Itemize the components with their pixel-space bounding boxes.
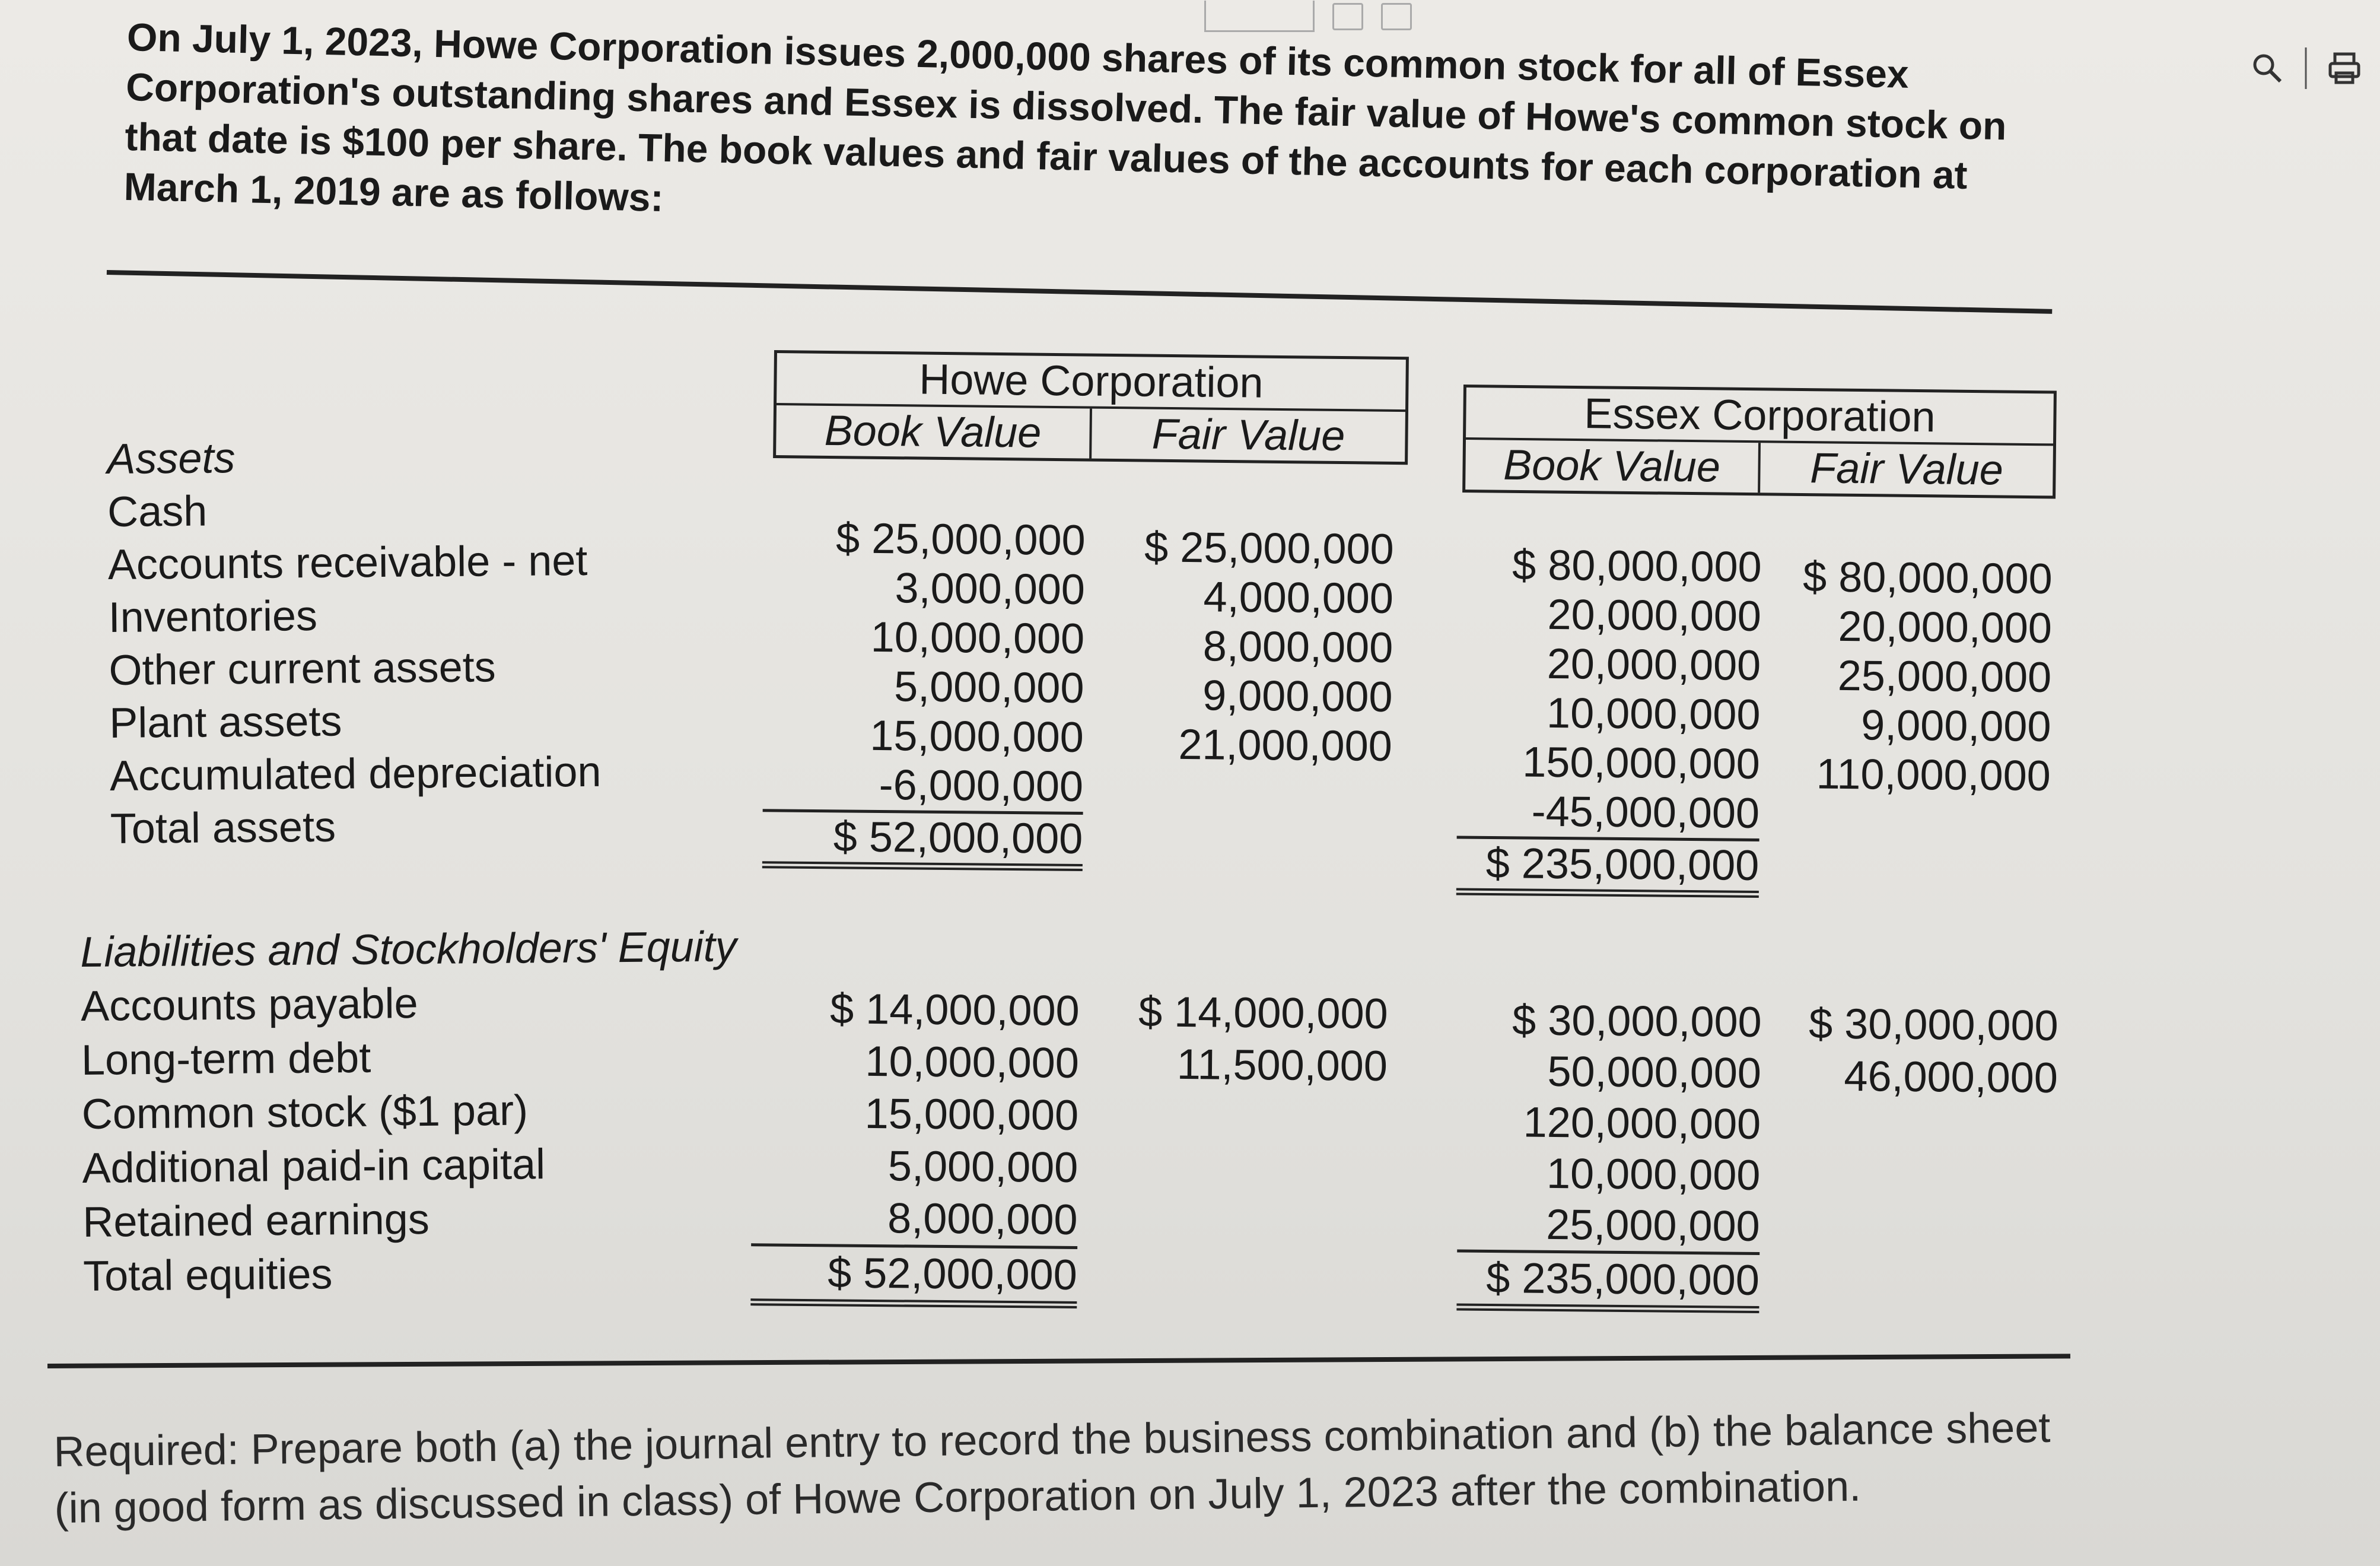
row-label: Long-term debt [81, 1034, 371, 1084]
howe-name: Howe Corporation [777, 353, 1406, 412]
value-cell: 4,000,000 [1203, 573, 1394, 622]
total-cell: $ 52,000,000 [762, 809, 1083, 871]
total-cell: $ 52,000,000 [750, 1243, 1077, 1308]
liabilities-heading: Liabilities and Stockholders' Equity [80, 923, 737, 976]
value-cell: 5,000,000 [893, 663, 1084, 712]
value-cell: 15,000,000 [870, 711, 1084, 761]
value-cell: $ 14,000,000 [1138, 988, 1388, 1038]
value-cell: 10,000,000 [1546, 689, 1761, 739]
row-label: Inventories [108, 592, 318, 641]
value-cell: -45,000,000 [1531, 787, 1760, 837]
top-toolbar [1204, 0, 1412, 33]
header-rule [107, 270, 2053, 314]
window-icon[interactable] [1381, 3, 1412, 30]
value-cell: 9,000,000 [1860, 701, 2051, 751]
howe-book-assets [762, 513, 1086, 871]
assets-heading: Assets [107, 434, 236, 483]
value-cell: $ 80,000,000 [1802, 553, 2053, 603]
row-label: Other current assets [109, 643, 497, 694]
value-cell: 20,000,000 [1547, 640, 1761, 690]
value-cell: 46,000,000 [1844, 1052, 2058, 1102]
total-cell: $ 235,000,000 [1456, 836, 1759, 898]
value-cell: 3,000,000 [895, 564, 1086, 614]
value-cell: 25,000,000 [1837, 652, 2052, 701]
liabilities-labels [80, 920, 740, 1304]
howe-fair-assets [1125, 523, 1394, 771]
value-cell: 110,000,000 [1816, 750, 2051, 800]
essex-book-assets [1456, 541, 1762, 898]
essex-book-liabilities [1456, 995, 1762, 1313]
value-cell: 120,000,000 [1523, 1098, 1761, 1148]
value-cell: 21,000,000 [1178, 720, 1393, 770]
row-label: Common stock ($1 par) [81, 1087, 529, 1138]
value-cell: 20,000,000 [1547, 590, 1762, 640]
corner-toolbar [2249, 47, 2362, 89]
search-icon[interactable] [2249, 50, 2285, 86]
print-icon[interactable] [2327, 50, 2362, 86]
assets-labels [107, 429, 602, 856]
value-cell: 8,000,000 [1202, 622, 1393, 672]
total-cell: $ 235,000,000 [1456, 1250, 1759, 1313]
value-cell: 25,000,000 [1545, 1200, 1760, 1250]
row-label: Accounts receivable - net [107, 536, 588, 589]
value-cell: 10,000,000 [865, 1037, 1080, 1087]
value-cell: 15,000,000 [864, 1089, 1079, 1139]
footer-rule [47, 1354, 2070, 1368]
value-cell: 10,000,000 [1546, 1149, 1761, 1199]
problem-statement: On July 1, 2023, Howe Corporation issues 2,000,000 shares of its common stock for all of Essex Corporation's outstanding shares and Essex is dissolved. The fair value of Howe's common stock on that date is $100 per share. The book values and fair values of the accounts for each corporation at March 1, 2019 are as follows: [123, 14, 2007, 220]
value-cell: 9,000,000 [1202, 672, 1393, 721]
value-cell: 11,500,000 [1176, 1040, 1388, 1090]
value-cell: -6,000,000 [879, 761, 1084, 811]
howe-column-header [773, 350, 1409, 465]
value-cell: $ 80,000,000 [1512, 541, 1762, 591]
howe-book-liabilities [750, 982, 1080, 1308]
undo-icon[interactable] [1332, 3, 1363, 30]
essex-fair-liabilities [1784, 998, 2058, 1104]
value-cell: $ 25,000,000 [835, 514, 1086, 564]
howe-fair-liabilities [1120, 986, 1388, 1092]
value-cell: $ 14,000,000 [829, 985, 1080, 1035]
essex-fair-label: Fair Value [1809, 444, 2004, 494]
howe-book-label: Book Value [776, 405, 1092, 459]
essex-column-header [1462, 385, 2057, 498]
essex-book-label: Book Value [1465, 440, 1761, 493]
essex-fair-assets [1777, 552, 2053, 801]
value-cell: 150,000,000 [1522, 738, 1761, 788]
row-label: Cash [107, 487, 208, 536]
value-cell: 20,000,000 [1838, 602, 2053, 652]
required-instructions: Required: Prepare both (a) the journal entry to record the business combination and (b) the balance sheet (in good form as discussed in class) of Howe Corporation on July 1, 2023 after the combination. [53, 1403, 2051, 1532]
value-cell: $ 30,000,000 [1512, 996, 1762, 1046]
value-cell: $ 25,000,000 [1144, 523, 1394, 573]
row-label: Retained earnings [82, 1195, 430, 1246]
row-label: Total equities [82, 1250, 333, 1300]
value-cell: $ 30,000,000 [1808, 1000, 2058, 1050]
divider-icon [2303, 47, 2309, 89]
toolbar-field[interactable] [1204, 1, 1315, 32]
value-cell: 8,000,000 [887, 1195, 1078, 1244]
howe-fair-label: Fair Value [1151, 410, 1345, 460]
row-label: Accounts payable [80, 980, 418, 1030]
row-label: Accumulated depreciation [109, 748, 602, 800]
row-label: Additional paid-in capital [82, 1141, 546, 1192]
row-label: Plant assets [109, 697, 342, 747]
value-cell: 50,000,000 [1547, 1047, 1762, 1097]
value-cell: 5,000,000 [887, 1142, 1078, 1192]
essex-name: Essex Corporation [1466, 387, 2054, 446]
row-label: Total assets [110, 803, 336, 853]
value-cell: 10,000,000 [870, 613, 1085, 663]
